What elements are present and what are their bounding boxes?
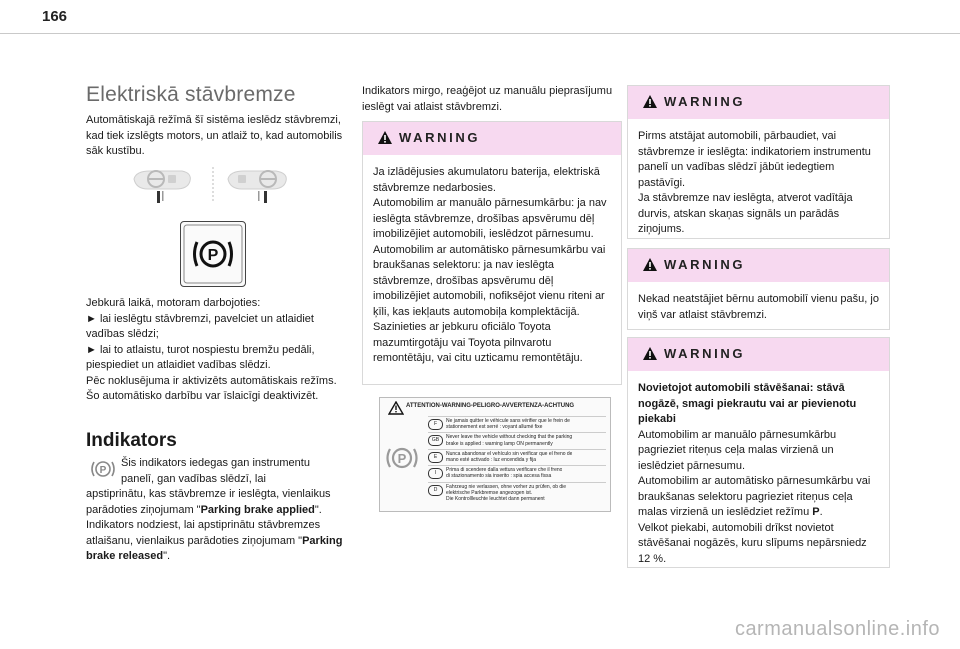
flashing-indicator-text: Indikators mirgo, reaģējot uz manuālu pieprasījumu ieslēgt vai atlaist stāvbremzi. (362, 85, 613, 113)
warning-slope-automatic-end: . (819, 506, 823, 518)
sticker-country-code: E (428, 452, 443, 463)
warning-sticker-illustration (379, 397, 611, 512)
sticker-triangle-icon (388, 401, 404, 415)
warning-box-leaving-vehicle (627, 85, 890, 239)
warning-slope-automatic-text (638, 474, 879, 521)
warning-battery-text: Ja izlādējusies akumulatoru baterija, elektriskā stāvbremze nedarbosies. (373, 166, 600, 194)
svg-text:P: P (207, 247, 219, 264)
sticker-row-line: brake is applied : warning lamp ON permanently (446, 440, 553, 447)
flashing-indicator-paragraph (362, 84, 622, 115)
deactivate-text: Šo automātisko darbību var īslaicīgi deaktivizēt. (86, 390, 319, 402)
warning-label: WARNING (664, 346, 746, 361)
svg-text:P: P (99, 465, 107, 476)
warning-label: WARNING (664, 257, 746, 272)
warning-triangle-icon (642, 346, 658, 361)
warning-automatic-gearbox-text: Automobilim ar automātisko pārnesumkārbu vai braukšanas selektoru: ja nav ieslēgta stāvbremze, drošības apsvērumu dēļ imobilizējiet automobili, nofiksējot vienu riteni ar ķīli, kas iekļauts automobiļa komplektācijā. (373, 243, 606, 318)
header-divider (0, 33, 960, 34)
warning-body (363, 155, 621, 375)
warning-header (628, 338, 889, 371)
parking-brake-symbol-icon (181, 222, 245, 286)
indicator-applied-pre: apstiprinātu, kas stāvbremze ir ieslēgta, vienlaikus parādoties ziņojumam " (86, 488, 331, 516)
warning-body (628, 371, 889, 575)
indicator-released-text (86, 518, 348, 565)
sticker-row-line: stationnement est serré : voyant allumé fixe (446, 424, 543, 431)
sticker-row-line: mano esté activado : luz encendida y fija (446, 457, 537, 464)
warning-body (628, 119, 889, 246)
warning-box-battery (362, 121, 622, 385)
sticker-row-text (446, 451, 572, 463)
sticker-row-text (446, 434, 572, 446)
warning-box-parking-slope (627, 337, 890, 568)
warning-contact-dealer-text: Sazinieties ar jebkuru oficiālo Toyota mazumtirgotāju vai Toyota pilnvarotu remontētāju, vai citu uzticamu remontētāju. (373, 321, 583, 364)
sticker-parking-brake-icon (384, 442, 420, 474)
sticker-country-code: F (428, 419, 443, 430)
warning-box-child (627, 248, 890, 330)
warning-child-text: Nekad neatstājiet bērnu automobilī vienu pašu, jo viņš var atlaist stāvbremzi. (638, 293, 879, 321)
sticker-row (428, 482, 606, 503)
parking-brake-applied-message: Parking brake applied (200, 503, 315, 516)
engine-running-text: Jebkurā laikā, motoram darbojoties: (86, 297, 261, 309)
indicators-heading: Indikators (86, 430, 177, 451)
warning-header (363, 122, 621, 155)
intro-paragraph (86, 113, 348, 160)
warning-slope-trailer-text: Velkot piekabi, automobili drīkst novietot stāvēšanai nogāzēs, kuru slīpums nepārsniedz 12 %. (638, 521, 867, 565)
page-number: 166 (42, 8, 68, 25)
sticker-row (428, 465, 606, 479)
warning-door-signal-text: Ja stāvbremze nav ieslēgta, atverot vadītāja durvis, atskan skaņas signāls un parādās ziņojums. (638, 192, 853, 235)
sticker-row-line: Ne jamais quitter le véhicule sans vérifier que le frein de (446, 418, 570, 424)
sticker-row-line: Die Kontrollleuchte leuchtet dann permanent (446, 496, 545, 503)
release-instruction: ► lai to atlaistu, turot nospiestu bremžu pedāli, piespiediet un atlaidiet vadības slēdzi. (86, 343, 315, 371)
warning-slope-bold: Novietojot automobili stāvēšanai: stāvā nogāzē, smagi piekrautu vai ar pievienotu piekabi (638, 382, 857, 425)
warning-slope-manual-text: Automobilim ar manuālo pārnesumkārbu pagrieziet riteņus ceļa malas virzienā un ieslēdziet pārnesumu. (638, 428, 837, 472)
indicator-released-end: ". (163, 550, 171, 562)
sticker-row-text (446, 418, 570, 430)
section-title: Elektriskā stāvbremze (86, 83, 296, 106)
sticker-row-line: Prima di scendere dalla vettura verificare che il freno (446, 467, 563, 474)
warning-slope-automatic-pre: Automobilim ar automātisko pārnesumkārbu vai braukšanas selektoru pagrieziet riteņus ceļa malas virzienā un ieslēdziet režīmu (638, 475, 871, 518)
steering-wheel-left-icon (134, 171, 190, 203)
indicator-applied-end: ". (314, 503, 322, 516)
watermark: carmanualsonline.info (734, 618, 940, 640)
parking-brake-switch-icon (180, 221, 246, 287)
warning-body (628, 282, 889, 331)
sticker-row-line: elektrische Parkbremse angezogen ist. (446, 489, 533, 496)
parking-brake-released-message: Parking brake released (86, 534, 343, 562)
warning-triangle-icon (377, 130, 393, 145)
sticker-country-code: GB (428, 435, 443, 446)
warning-check-brake-text: Pirms atstājat automobili, pārbaudiet, vai stāvbremze ir ieslēgta: indikatoriem instrumentu panelī un vadības slēdzī jābūt iedegtiem pastāvīgi. (638, 130, 871, 189)
intro-text: Automātiskajā režīmā šī sistēma ieslēdz stāvbremzi, kad tiek izslēgts motors, un atlaiž to, kad automobilis sāk kustību. (86, 114, 343, 157)
usage-instructions (86, 296, 348, 405)
sticker-row-line: Fahrzeug nie verlassen, ohne vorher zu prüfen, ob die (446, 483, 567, 490)
sticker-row (428, 432, 606, 446)
sticker-title: ATTENTION-WARNING-PELIGRO-AVVERTENZA-ACHTUNG (406, 403, 575, 409)
warning-triangle-icon (642, 257, 658, 272)
indicator-line-2: panelī, gan vadības slēdzī, lai (121, 472, 266, 485)
sticker-row-line: di stazionamento sia inserito : spia accesa fissa (446, 473, 552, 480)
sticker-rows (428, 416, 606, 504)
sticker-row-line: Never leave the vehicle without checking that the parking (446, 434, 573, 441)
warning-manual-gearbox-text: Automobilim ar manuālo pārnesumkārbu: ja nav ieslēgta stāvbremze, drošības apsvērumu dēļ imobilizējiet automobili, ieslēdzot pārnesumu. (373, 197, 607, 240)
warning-label: WARNING (399, 130, 481, 145)
warning-triangle-icon (642, 94, 658, 109)
warning-label: WARNING (664, 94, 746, 109)
parking-brake-indicator-icon (88, 457, 118, 481)
auto-mode-text: Pēc noklusējuma ir aktivizēts automātiskais režīms. (86, 374, 337, 387)
indicator-applied-text (86, 487, 348, 518)
sticker-country-code: D (428, 485, 443, 496)
indicator-intro (121, 456, 348, 487)
warning-header (628, 86, 889, 119)
svg-text:P: P (397, 451, 407, 466)
apply-instruction: ► lai ieslēgtu stāvbremzi, pavelciet un atlaidiet vadības slēdzi; (86, 312, 314, 340)
sticker-row-text (446, 467, 562, 479)
indicator-description (86, 487, 348, 565)
sticker-country-code: I (428, 468, 443, 479)
warning-slope-heading (638, 381, 879, 428)
steering-wheel-right-icon (228, 171, 286, 203)
warning-header (628, 249, 889, 282)
sticker-row-text (446, 484, 566, 503)
sticker-row-line: Nunca abandonar el vehículo sin verificar que el freno de (446, 450, 573, 457)
mode-p-label: P (812, 506, 820, 518)
indicator-line-1: Šis indikators iedegas gan instrumentu (121, 457, 310, 469)
indicator-released-pre: Indikators nodziest, lai apstiprinātu stāvbremzes atlaišanu, vienlaikus parādoties ziņojumam " (86, 519, 321, 547)
sticker-row (428, 449, 606, 463)
steering-control-illustration (128, 165, 298, 205)
sticker-row (428, 416, 606, 430)
